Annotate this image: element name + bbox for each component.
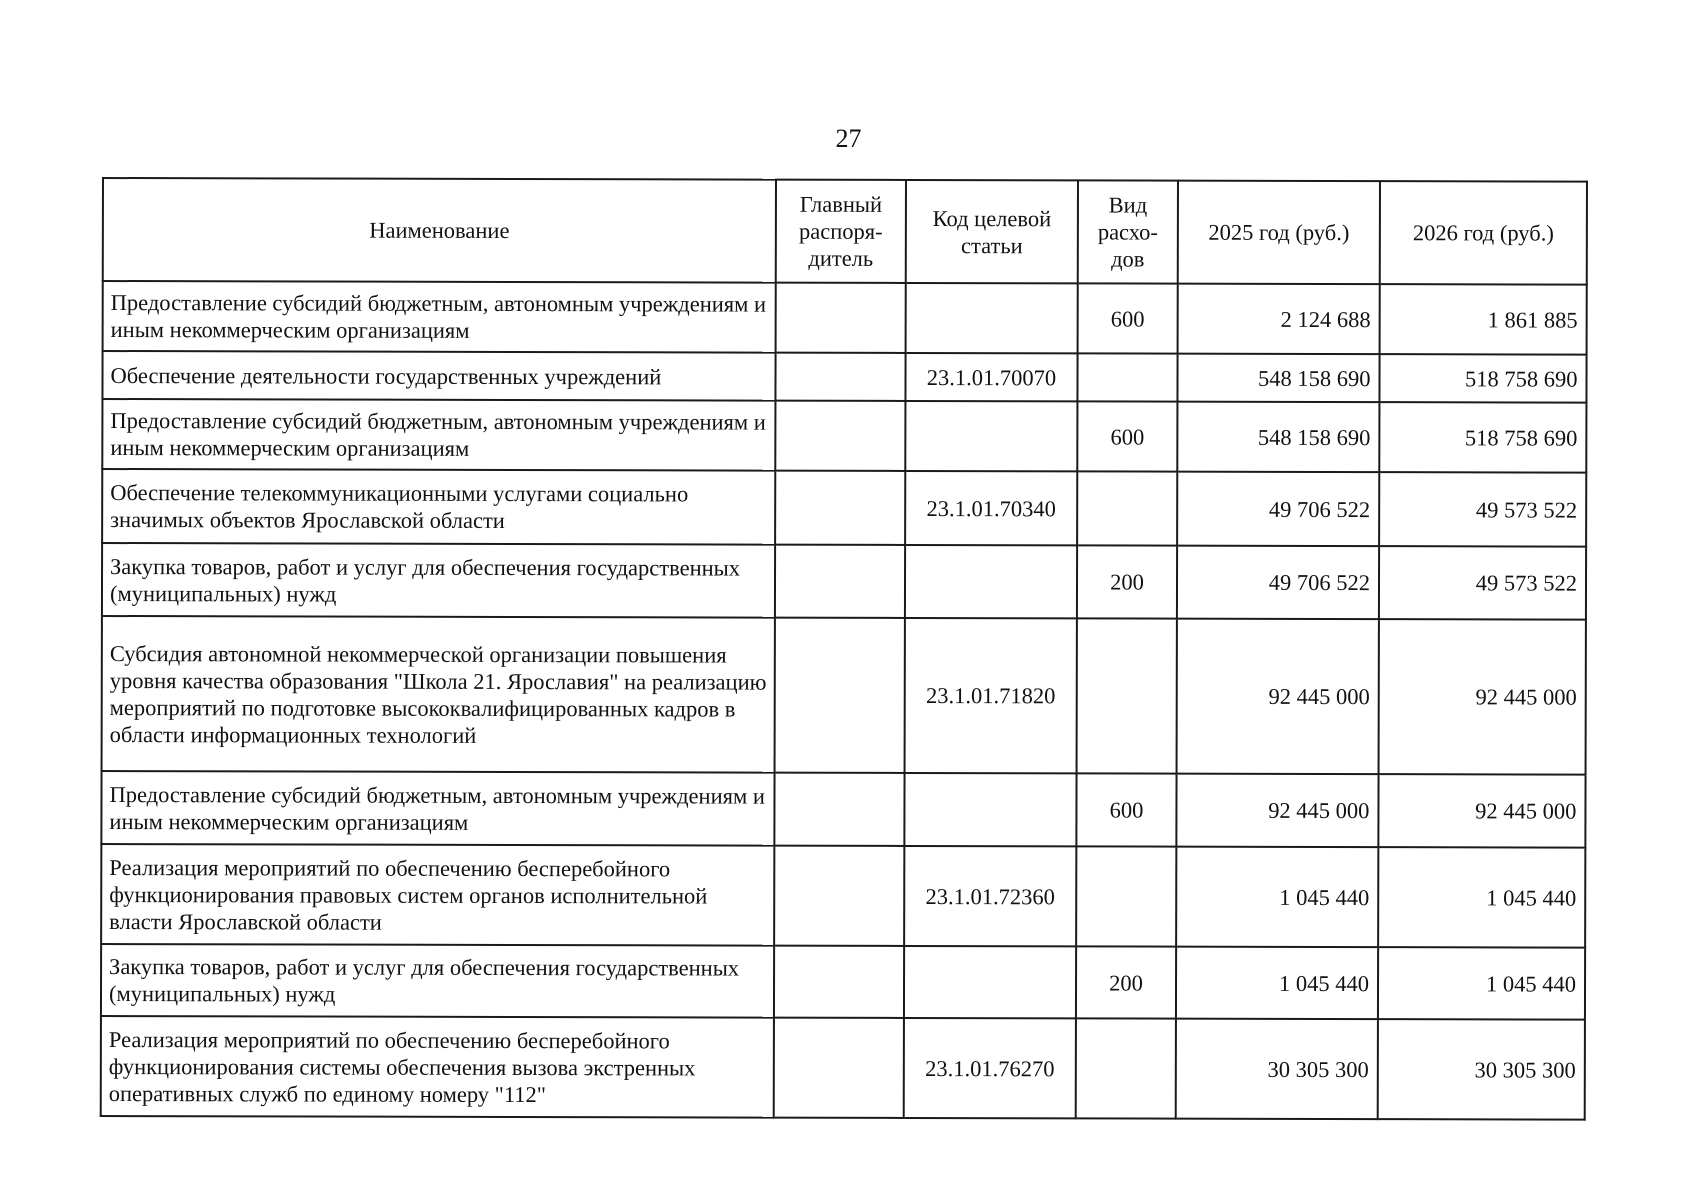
row-2026: 30 305 300 (1378, 1019, 1585, 1120)
header-expense-type: Вид расхо-дов (1078, 180, 1178, 283)
row-manager (776, 283, 906, 353)
row-manager (774, 946, 904, 1018)
row-name: Закупка товаров, работ и услуг для обеспечения государственных (муниципальных) нужд (101, 944, 774, 1018)
row-manager (775, 618, 905, 773)
table-header-row (103, 178, 1587, 285)
row-code (904, 946, 1076, 1018)
row-2025: 548 158 690 (1177, 402, 1379, 472)
row-manager (775, 545, 905, 618)
row-name: Предоставление субсидий бюджетным, автономным учреждениям и иным некоммерческим организациям (102, 399, 775, 471)
row-2025: 548 158 690 (1177, 354, 1379, 402)
row-name: Реализация мероприятий по обеспечению бесперебойного функционирования системы обеспечения вызова экстренных оперативных служб по единому номеру "112" (101, 1016, 774, 1118)
row-expense-type (1076, 846, 1176, 946)
row-code (905, 545, 1077, 618)
row-manager (774, 1018, 904, 1118)
row-expense-type: 200 (1077, 545, 1177, 618)
table-row (103, 281, 1587, 355)
row-expense-type (1077, 353, 1177, 401)
row-code: 23.1.01.72360 (904, 846, 1076, 946)
header-2025: 2025 год (руб.) (1178, 181, 1380, 284)
table-row (102, 351, 1586, 403)
row-expense-type (1077, 618, 1177, 773)
row-2026: 518 758 690 (1379, 354, 1586, 403)
header-manager: Главный распоря-дитель (776, 180, 906, 283)
row-name: Субсидия автономной некоммерческой организации повышения уровня качества образования "Школа 21. Ярославия" на реализацию мероприятий по подготовке высококвалифицированных кадров в области информационных технологий (102, 616, 775, 773)
row-2025: 49 706 522 (1177, 472, 1379, 546)
row-manager (774, 846, 904, 946)
row-2025: 1 045 440 (1176, 947, 1378, 1019)
row-2025: 1 045 440 (1176, 847, 1378, 947)
row-name: Обеспечение деятельности государственных учреждений (102, 351, 775, 401)
budget-table-container (100, 177, 1586, 1121)
row-name: Реализация мероприятий по обеспечению бесперебойного функционирования правовых систем органов исполнительной власти Ярославской области (101, 844, 774, 946)
row-2025: 2 124 688 (1178, 284, 1380, 354)
row-2025: 92 445 000 (1176, 774, 1378, 847)
row-expense-type (1076, 1018, 1176, 1118)
row-2026: 92 445 000 (1378, 774, 1585, 848)
row-code: 23.1.01.76270 (904, 1018, 1076, 1118)
row-2026: 1 045 440 (1378, 847, 1585, 948)
row-manager (775, 471, 905, 545)
row-2026: 49 573 522 (1379, 546, 1586, 620)
row-code: 23.1.01.70070 (905, 353, 1077, 401)
row-2025: 49 706 522 (1177, 546, 1379, 619)
row-2026: 518 758 690 (1379, 402, 1586, 473)
table-row (101, 944, 1585, 1020)
table-row (102, 616, 1586, 775)
table-row (101, 1016, 1585, 1120)
row-manager (774, 773, 904, 846)
row-name: Предоставление субсидий бюджетным, автономным учреждениям и иным некоммерческим организациям (101, 771, 774, 846)
table-row (101, 844, 1585, 948)
row-2025: 30 305 300 (1176, 1019, 1378, 1119)
row-code (904, 773, 1076, 846)
page-number: 27 (835, 124, 862, 153)
header-code: Код целевой статьи (906, 180, 1078, 283)
row-manager (775, 353, 905, 401)
row-name: Обеспечение телекоммуникационными услугами социально значимых объектов Ярославской области (102, 469, 775, 545)
budget-table (100, 177, 1588, 1121)
row-2026: 1 045 440 (1378, 947, 1585, 1020)
row-name: Закупка товаров, работ и услуг для обеспечения государственных (муниципальных) нужд (102, 543, 775, 618)
row-expense-type: 600 (1077, 401, 1177, 471)
row-expense-type (1077, 471, 1177, 545)
table-row (102, 399, 1586, 473)
row-code: 23.1.01.70340 (905, 471, 1077, 545)
row-expense-type: 600 (1078, 283, 1178, 353)
row-manager (775, 401, 905, 471)
row-2026: 92 445 000 (1379, 619, 1586, 775)
row-expense-type: 200 (1076, 946, 1176, 1018)
row-2026: 49 573 522 (1379, 472, 1586, 547)
header-name: Наименование (103, 178, 776, 283)
table-row (101, 771, 1585, 848)
header-2026: 2026 год (руб.) (1380, 181, 1587, 285)
row-2025: 92 445 000 (1177, 619, 1379, 774)
row-code: 23.1.01.71820 (905, 618, 1077, 773)
row-expense-type: 600 (1076, 773, 1176, 846)
row-code (905, 401, 1077, 471)
table-row (102, 469, 1586, 547)
row-code (906, 283, 1078, 353)
row-name: Предоставление субсидий бюджетным, автономным учреждениям и иным некоммерческим организациям (103, 281, 776, 353)
row-2026: 1 861 885 (1380, 284, 1587, 355)
table-row (102, 543, 1586, 620)
